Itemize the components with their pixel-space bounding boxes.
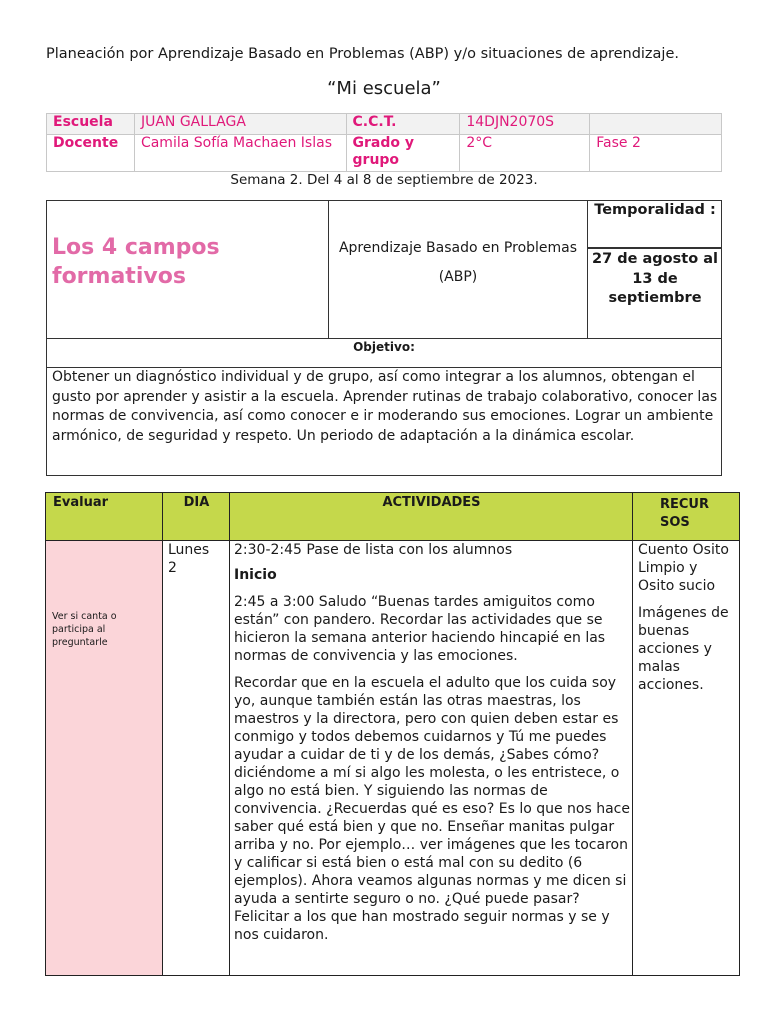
document-title: “Mi escuela”: [327, 78, 441, 99]
fase-value: Fase 2: [590, 135, 722, 172]
methodology-text: Aprendizaje Basado en Problemas (ABP): [338, 240, 578, 285]
activity-inicio-heading: Inicio: [234, 567, 277, 583]
objetivo-text: Obtener un diagnóstico individual y de grupo, así como integrar a los alumnos, obtengan el gusto por aprender y asistir a la escuela. Aprender rutinas de trabajo colaborativo, conocer las normas de convivencia, así como conocer e ir moderando sus emociones. Lograr un ambiente armónico, de seguridad y respeto. Un periodo de adaptación a la dinámica escolar.: [52, 369, 718, 444]
header-recursos: RECURSOS: [660, 497, 709, 530]
dia-value: Lunes 2: [168, 542, 210, 576]
activity-pase-lista: 2:30-2:45 Pase de lista con los alumnos: [234, 542, 513, 558]
temporalidad-label: Temporalidad :: [594, 202, 716, 218]
campos-title: Los 4 campos formativos: [52, 235, 220, 289]
activities-table: [45, 492, 740, 976]
empty-cell: [590, 114, 722, 135]
header-evaluar: Evaluar: [53, 495, 109, 510]
docente-label: Docente: [47, 135, 135, 172]
escuela-label: Escuela: [47, 114, 135, 135]
info-table: [46, 113, 722, 172]
recurso-imagenes: Imágenes de buenas acciones y malas acciones.: [638, 605, 729, 693]
header-dia: DIA: [183, 495, 210, 510]
recurso-cuento: Cuento Osito Limpio y Osito sucio: [638, 542, 729, 594]
grado-label: Grado y grupo: [346, 135, 460, 172]
temporalidad-value: 27 de agosto al 13 de septiembre: [592, 251, 718, 306]
divider: [46, 338, 722, 339]
document-heading: Planeación por Aprendizaje Basado en Problemas (ABP) y/o situaciones de aprendizaje.: [46, 46, 679, 62]
header-actividades: ACTIVIDADES: [382, 495, 481, 510]
activity-recordar: Recordar que en la escuela el adulto que los cuida soy yo, aunque también están las otras maestras, los maestros y la directora, pero con quien deben estar es conmigo y todos debemos cuidarnos y Tú me puedes ayudar a cuidar de ti y de los demás, ¿Sabes cómo? diciéndome a mí si algo les molesta, o les entristece, o algo no está bien. Y siguiendo las normas de convivencia. ¿Recuerdas qué es eso? Es lo que nos hace saber qué está bien y que no. Enseñar manitas pulgar arriba y no. Por ejemplo… ver imágenes que les tocaron y calificar si está bien o está mal con su dedito (6 ejemplos). Ahora veamos algunas normas y me dicen si ayuda a sentirte seguro o no. ¿Qué puede pasar? Felicitar a los que han mostrado seguir normas y se y nos cuidaron.: [234, 675, 630, 943]
week-line: Semana 2. Del 4 al 8 de septiembre de 2023.: [230, 172, 538, 188]
activities-cell: [234, 541, 632, 944]
grado-value: 2°C: [460, 135, 590, 172]
recursos-cell: [638, 541, 736, 694]
cct-value: 14DJN2070S: [460, 114, 590, 135]
escuela-value: JUAN GALLAGA: [134, 114, 346, 135]
docente-value: Camila Sofía Machaen Islas: [134, 135, 346, 172]
cct-label: C.C.T.: [346, 114, 460, 135]
divider: [588, 247, 722, 249]
evaluar-note: Ver si canta o participa al preguntarle: [52, 611, 117, 648]
objetivo-label: Objetivo:: [353, 340, 415, 354]
activity-saludo: 2:45 a 3:00 Saludo “Buenas tardes amiguitos como están” con pandero. Recordar las actividades que se hicieron la semana anterior haciendo hincapié en las normas de convivencia y las emociones.: [234, 594, 606, 664]
